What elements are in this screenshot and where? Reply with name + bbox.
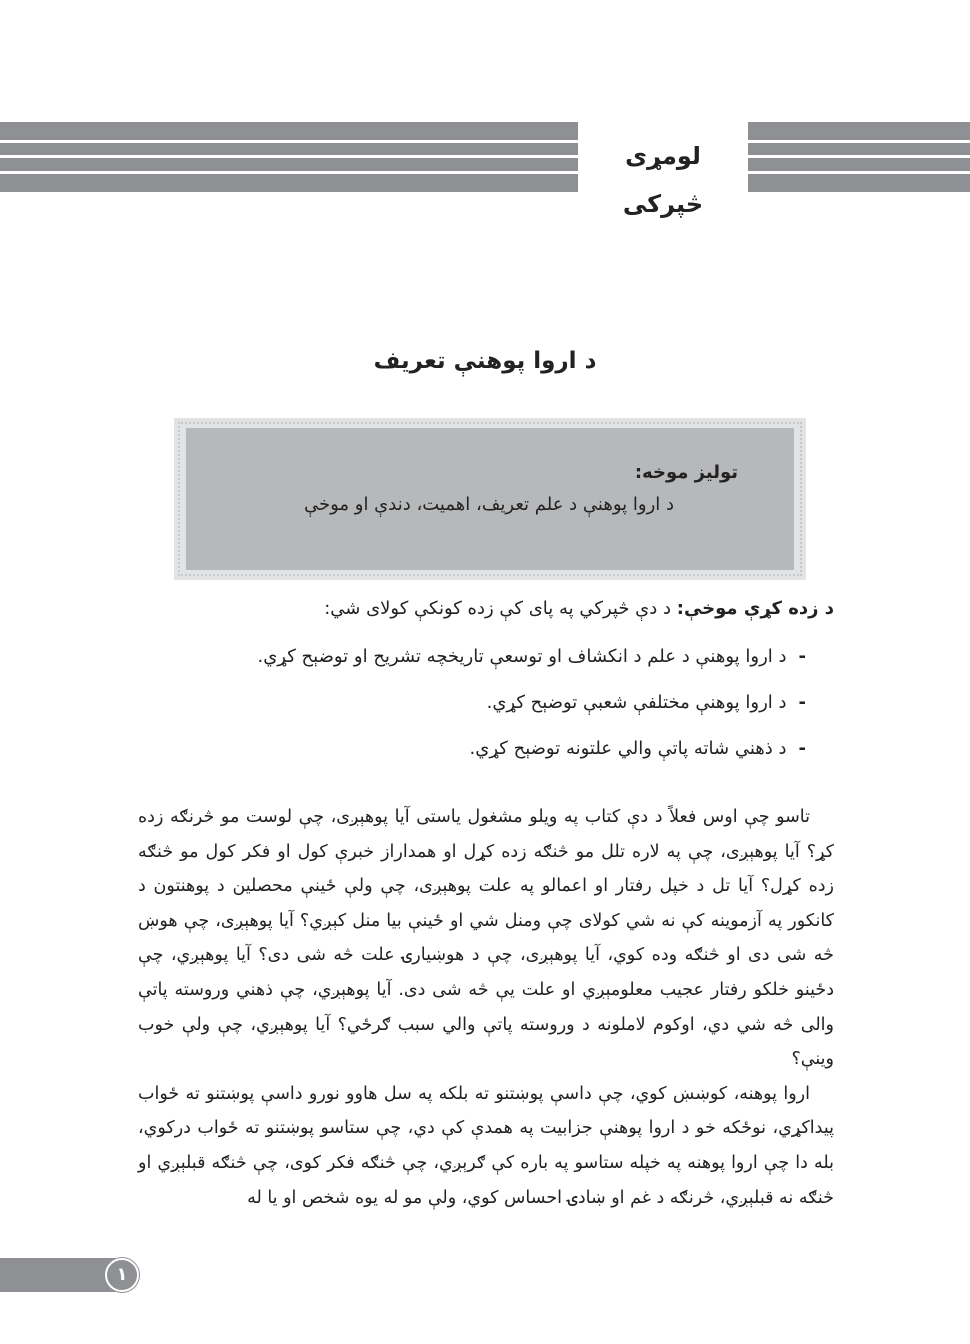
band-stripe xyxy=(748,155,970,158)
body-paragraph: اروا پوهنه، کوښښ کوي، چې داسې پوښتنو ته بلکه په سل هاوو نورو داسې پوښتنو ته ځواب پیداکړي، نوځکه خو د اروا پوهنې جزابیت په همدې کې دي، چې ستاسو پوښتنو ته ځواب درکوي، بله دا چې اروا پوهنه په خپله ستاسو په باره کې ګرېږي، چې څنګه فکر کوی، چې څنګه قبلېږي او څنګه نه قبلېږي، څرنګه د غم او ښادۍ احساس کوي، ولې مو له یوه شخص او یا له xyxy=(138,1083,834,1208)
objective-text: د اروا پوهنې د علم تعریف، اهمیت، دندې او موخې xyxy=(303,494,674,515)
band-stripe xyxy=(748,171,970,174)
learning-goal-text: د ذهني شاته پاتې والي علتونه توضېح کړي. xyxy=(469,738,787,759)
objective-heading: تولیز موخه: xyxy=(634,462,738,483)
learning-goal-item xyxy=(258,646,807,667)
bullet-dash: - xyxy=(798,692,806,713)
band-stripe xyxy=(0,171,578,174)
body-paragraph: تاسو چې اوس فعلاً د دې کتاب په ویلو مشغول یاستی آیا پوهېږی، چې لوست مو څرنګه زده کړ؟ آیا پوهېږی، چې په لاره تلل مو څنګه زده کړل او همداراز خبرې کول او فکر کول مو څنګه زده کړل؟ آیا تل د خپل رفتار او اعمالو په علت پوهېږی، چې ولې ځینې محصلین د پوهنتون د کانکور په آزموینه کې نه شي کولای چې ومنل شي او ځینې بیا منل کېږي؟ آیا پوهېږی، چې هوښ څه شی دی او څنګه وده کوي، آیا پوهېږی، چې د هوښیارۍ علت څه شی دی؟ آیا پوهېږي، چې دځینو خلکو رفتار عجیب معلومېږي او علت یې څه شی دی. آیا پوهېږي، چې ذهني وروسته پاتې والی څه شي دي، اوکوم لاملونه د وروسته پاتې والي سبب ګرځي؟ آیا پوهېږي، چې ولې خوب وینې؟ xyxy=(138,807,834,1070)
chapter-header-band-right xyxy=(748,122,970,192)
chapter-title: لومړی څپرکی xyxy=(622,142,704,218)
band-stripe xyxy=(0,140,578,143)
body-text xyxy=(138,800,834,1215)
band-stripe xyxy=(748,140,970,143)
learning-goal-item xyxy=(487,692,806,713)
page-number: ١ xyxy=(105,1258,139,1292)
learning-goals-intro xyxy=(134,598,834,619)
band-stripe xyxy=(0,155,578,158)
learning-goal-item xyxy=(470,738,806,759)
lesson-title: د اروا پوهنې تعریف xyxy=(373,348,597,374)
learning-goals-label: د زده کړې موخې: xyxy=(676,598,834,619)
chapter-header-band-left xyxy=(0,122,578,192)
learning-goal-text: د اروا پوهنې مختلفې شعبې توضېح کړي. xyxy=(486,692,787,713)
bullet-dash: - xyxy=(798,646,806,667)
learning-goals-text: د دې څپرکي په پای کې زده کونکې کولای شي: xyxy=(324,598,677,619)
learning-goal-text: د اروا پوهنې د علم د انکشاف او توسعې تاریخچه تشریح او توضېح کړي. xyxy=(257,646,787,667)
bullet-dash: - xyxy=(798,738,806,759)
